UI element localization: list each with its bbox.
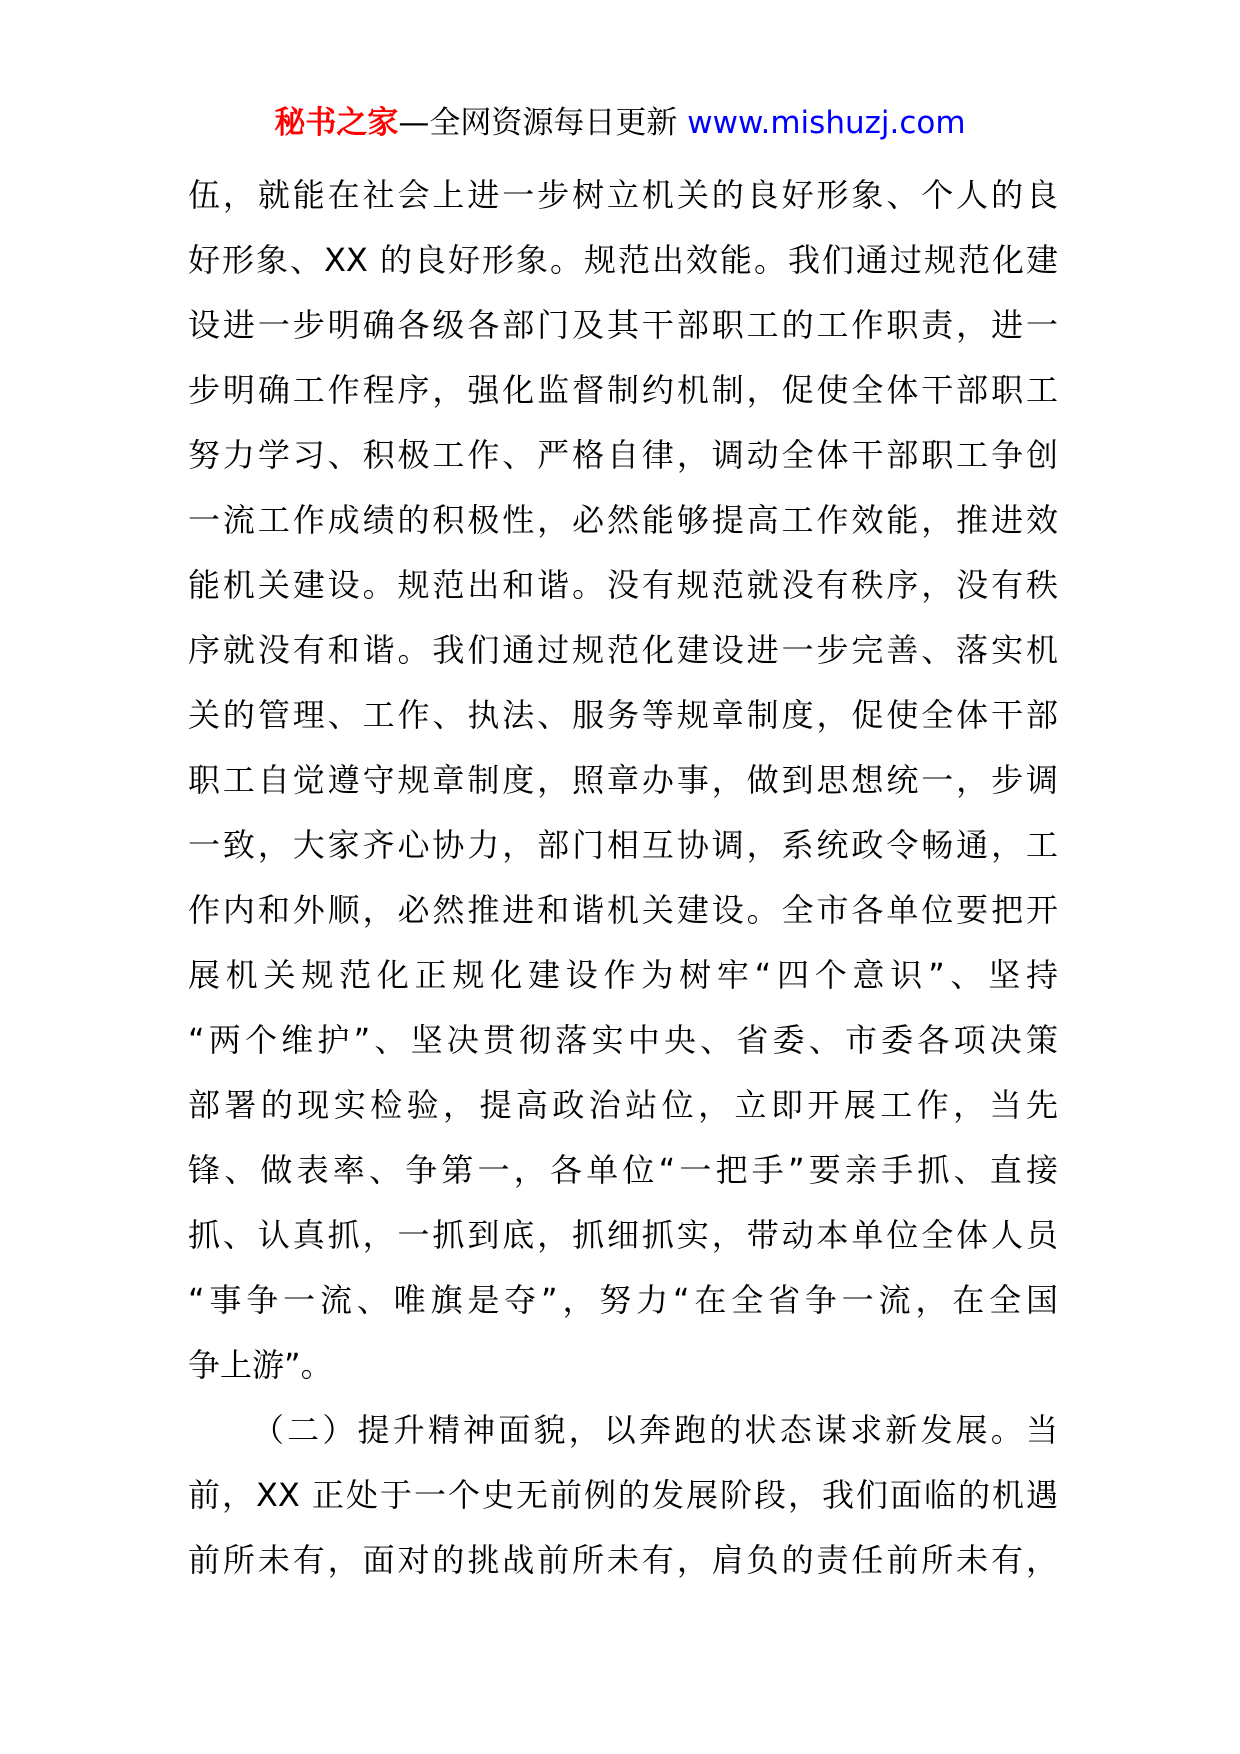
text-line: 争上游”。: [188, 1346, 333, 1384]
text-line: 一致，大家齐心协力，部门相互协调，系统政令畅通，工: [188, 826, 1058, 864]
text-line: 部署的现实检验，提高政治站位，立即开展工作，当先: [188, 1086, 1058, 1124]
text-line: 设进一步明确各级各部门及其干部职工的工作职责，进一: [188, 306, 1058, 344]
text-line: 前所未有，面对的挑战前所未有，肩负的责任前所未有，: [188, 1541, 1058, 1579]
text-line: 伍，就能在社会上进一步树立机关的良好形象、个人的良: [188, 176, 1058, 214]
text-line: 一流工作成绩的积极性，必然能够提高工作效能，推进效: [188, 501, 1058, 539]
text-line: 作内和外顺，必然推进和谐机关建设。全市各单位要把开: [188, 891, 1058, 929]
body-text: [188, 163, 1058, 1593]
text-line: “事争一流、唯旗是夺”，努力“在全省争一流，在全国: [188, 1281, 1058, 1319]
site-slogan: —全网资源每日更新: [398, 105, 688, 141]
text-line: 序就没有和谐。我们通过规范化建设进一步完善、落实机: [188, 631, 1058, 669]
text-line: 努力学习、积极工作、严格自律，调动全体干部职工争创: [188, 436, 1058, 474]
site-brand: 秘书之家: [274, 105, 399, 141]
text-line: 步明确工作程序，强化监督制约机制，促使全体干部职工: [188, 371, 1058, 409]
text-line: “两个维护”、坚决贯彻落实中央、省委、市委各项决策: [188, 1021, 1058, 1059]
site-url-link[interactable]: www.mishuzj.com: [687, 105, 966, 141]
text-line: 展机关规范化正规化建设作为树牢“四个意识”、坚持: [188, 956, 1058, 994]
text-line: 好形象、XX 的良好形象。规范出效能。我们通过规范化建: [188, 241, 1058, 279]
section-heading-line: （二）提升精神面貌，以奔跑的状态谋求新发展。当: [252, 1411, 1058, 1449]
text-line: 关的管理、工作、执法、服务等规章制度，促使全体干部: [188, 696, 1058, 734]
site-header: [0, 100, 1240, 146]
text-line: 抓、认真抓，一抓到底，抓细抓实，带动本单位全体人员: [188, 1216, 1058, 1254]
text-line: 前，XX 正处于一个史无前例的发展阶段，我们面临的机遇: [188, 1476, 1058, 1514]
text-line: 锋、做表率、争第一，各单位“一把手”要亲手抓、直接: [188, 1151, 1058, 1189]
text-line: 职工自觉遵守规章制度，照章办事，做到思想统一，步调: [188, 761, 1058, 799]
text-line: 能机关建设。规范出和谐。没有规范就没有秩序，没有秩: [188, 566, 1058, 604]
